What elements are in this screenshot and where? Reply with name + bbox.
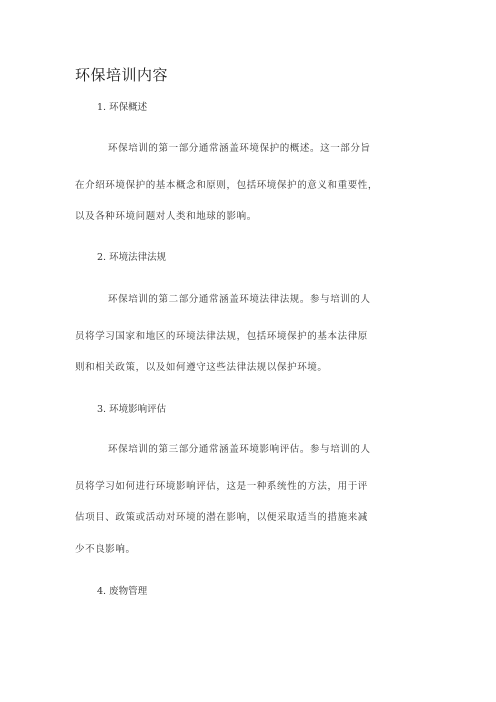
section-1-line-2: 在介绍环境保护的基本概念和原则，包括环境保护的意义和重要性， [75,180,379,191]
section-heading-4: 4. 废物管理 [97,586,148,597]
page-title: 环保培训内容 [75,66,169,84]
section-3-line-1: 环保培训的第三部分通常涵盖环境影响评估。参与培训的人 [108,444,371,455]
section-1-line-3: 以及各种环境问题对人类和地球的影响。 [75,211,257,222]
section-3-line-2: 员将学习如何进行环境影响评估，这是一种系统性的方法，用于评 [75,481,368,492]
section-3-line-3: 估项目、政策或活动对环境的潜在影响，以便采取适当的措施来减 [75,512,368,523]
section-2-line-3: 则和相关政策，以及如何遵守这些法律法规以保护环境。 [75,362,328,373]
section-heading-3: 3. 环境影响评估 [97,404,167,415]
section-2-line-1: 环保培训的第二部分通常涵盖环境法律法规。参与培训的人 [108,294,371,305]
section-heading-2: 2. 环境法律法规 [97,252,167,263]
section-2-line-2: 员将学习国家和地区的环境法律法规，包括环境保护的基本法律原 [75,331,368,342]
section-heading-1: 1. 环保概述 [97,102,148,113]
section-1-line-1: 环保培训的第一部分通常涵盖环境保护的概述。这一部分旨 [108,143,371,154]
section-3-line-4: 少不良影响。 [75,544,136,555]
